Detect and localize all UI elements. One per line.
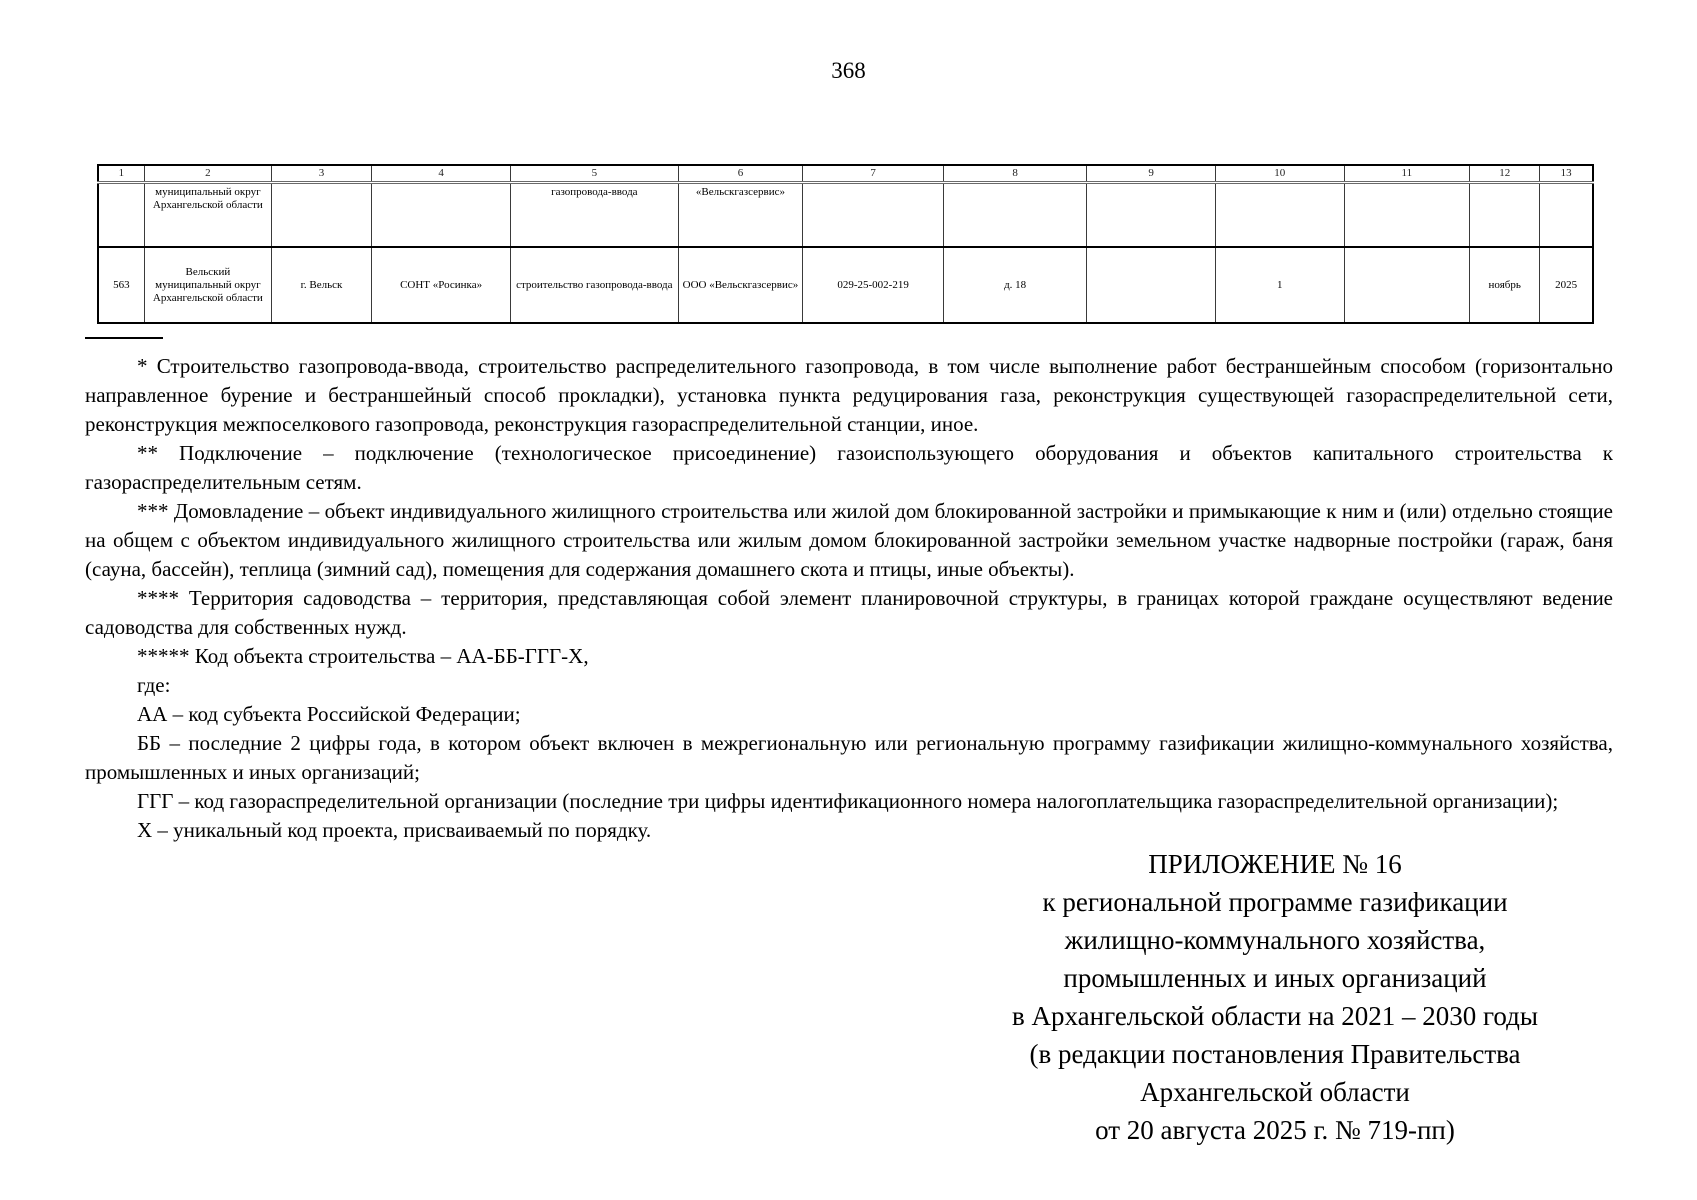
footnote-construction: * Строительство газопровода-ввода, строительство распределительного газопровода, в том числе выполнение работ бестраншейным способом (горизонтально направленное бурение и бестраншейный способ прокладки), установка пункта редуцирования газа, реконструкция существующей газораспределительной сети, реконструкция межпоселкового газопровода, реконструкция газораспределительной станции, иное. bbox=[85, 354, 1613, 436]
table-row-continuation bbox=[98, 183, 1593, 248]
col-header-9: 9 bbox=[1087, 165, 1216, 183]
col-header-4: 4 bbox=[372, 165, 511, 183]
col-header-5: 5 bbox=[511, 165, 678, 183]
table-cell bbox=[1470, 183, 1540, 248]
table-row-563 bbox=[98, 247, 1593, 323]
table-cell-territory: СОНТ «Росинка» bbox=[372, 247, 511, 323]
table-cell bbox=[803, 183, 944, 248]
table-cell bbox=[1087, 247, 1216, 323]
table-cell-object-number: 563 bbox=[98, 247, 144, 323]
footnotes-block bbox=[85, 352, 1613, 845]
col-header-12: 12 bbox=[1470, 165, 1540, 183]
appendix-heading bbox=[930, 845, 1620, 1149]
col-header-8: 8 bbox=[943, 165, 1087, 183]
col-header-7: 7 bbox=[803, 165, 944, 183]
table-cell bbox=[1087, 183, 1216, 248]
appendix-line: жилищно-коммунального хозяйства, bbox=[1064, 925, 1486, 955]
col-header-3: 3 bbox=[271, 165, 371, 183]
table-header-row bbox=[98, 165, 1593, 183]
appendix-title: ПРИЛОЖЕНИЕ № 16 bbox=[1148, 849, 1402, 879]
appendix-line: от 20 августа 2025 г. № 719-пп) bbox=[1095, 1115, 1455, 1145]
appendix-line: промышленных и иных организаций bbox=[1063, 963, 1487, 993]
appendix-line: (в редакции постановления Правительства bbox=[1029, 1039, 1521, 1069]
appendix-line: в Архангельской области на 2021 – 2030 годы bbox=[1012, 1001, 1538, 1031]
col-header-10: 10 bbox=[1215, 165, 1344, 183]
footnote-x: Х – уникальный код проекта, присваиваемый по порядку. bbox=[137, 818, 652, 842]
table-cell bbox=[98, 183, 144, 248]
table-cell bbox=[372, 183, 511, 248]
table-cell bbox=[1344, 247, 1470, 323]
col-header-6: 6 bbox=[678, 165, 803, 183]
col-header-13: 13 bbox=[1540, 165, 1593, 183]
col-header-11: 11 bbox=[1344, 165, 1470, 183]
table-cell: «Вельскгазсервис» bbox=[678, 183, 803, 248]
footnote-where: где: bbox=[137, 673, 171, 697]
table-cell-address: д. 18 bbox=[943, 247, 1087, 323]
table-cell bbox=[271, 183, 371, 248]
gasification-objects-table bbox=[97, 164, 1594, 324]
footnote-household: *** Домовладение – объект индивидуального жилищного строительства или жилой дом блокированной застройки и примыкающие к ним и (или) отдельно стоящие на общем с объектом индивидуального жилищного строительства или жилым домом блокированной застройки земельном участке надворные постройки (гараж, баня (сауна, бассейн), теплица (зимний сад), помещения для содержания домашнего скота и птицы, иные объекты). bbox=[85, 499, 1613, 581]
table-cell-year: 2025 bbox=[1540, 247, 1593, 323]
footnote-ggg: ГГГ – код газораспределительной организации (последние три цифры идентификационного номера налогоплательщика газораспределительной организации); bbox=[137, 789, 1559, 813]
col-header-2: 2 bbox=[144, 165, 271, 183]
table-cell bbox=[1540, 183, 1593, 248]
table-cell bbox=[943, 183, 1087, 248]
table-cell-count: 1 bbox=[1215, 247, 1344, 323]
footnote-connection: ** Подключение – подключение (технологическое присоединение) газоиспользующего оборудования и объектов капитального строительства к газораспределительным сетям. bbox=[85, 441, 1613, 494]
appendix-line: Архангельской области bbox=[1140, 1077, 1410, 1107]
footnote-object-code: ***** Код объекта строительства – АА-ББ-ГГГ-Х, bbox=[137, 644, 589, 668]
footnote-garden-territory: **** Территория садоводства – территория, представляющая собой элемент планировочной структуры, в границах которой граждане осуществляют ведение садоводства для собственных нужд. bbox=[85, 586, 1613, 639]
appendix-line: к региональной программе газификации bbox=[1042, 887, 1508, 917]
table-cell-object-code: 029-25-002-219 bbox=[803, 247, 944, 323]
footnote-aa: АА – код субъекта Российской Федерации; bbox=[137, 702, 521, 726]
col-header-1: 1 bbox=[98, 165, 144, 183]
table-cell-municipality: Вельский муниципальный округ Архангельской области bbox=[144, 247, 271, 323]
table-cell-work-type: строительство газопровода-ввода bbox=[511, 247, 678, 323]
table-cell-month: ноябрь bbox=[1470, 247, 1540, 323]
table-cell-settlement: г. Вельск bbox=[271, 247, 371, 323]
table-cell-organization: ООО «Вельскгазсервис» bbox=[678, 247, 803, 323]
footnote-separator bbox=[85, 337, 163, 339]
page-number: 368 bbox=[831, 58, 866, 83]
table-cell bbox=[1344, 183, 1470, 248]
table-cell: муниципальный округ Архангельской области bbox=[144, 183, 271, 248]
table-cell bbox=[1215, 183, 1344, 248]
table-cell: газопровода-ввода bbox=[511, 183, 678, 248]
footnote-bb: ББ – последние 2 цифры года, в котором объект включен в межрегиональную или региональную программу газификации жилищно-коммунального хозяйства, промышленных и иных организаций; bbox=[85, 731, 1613, 784]
